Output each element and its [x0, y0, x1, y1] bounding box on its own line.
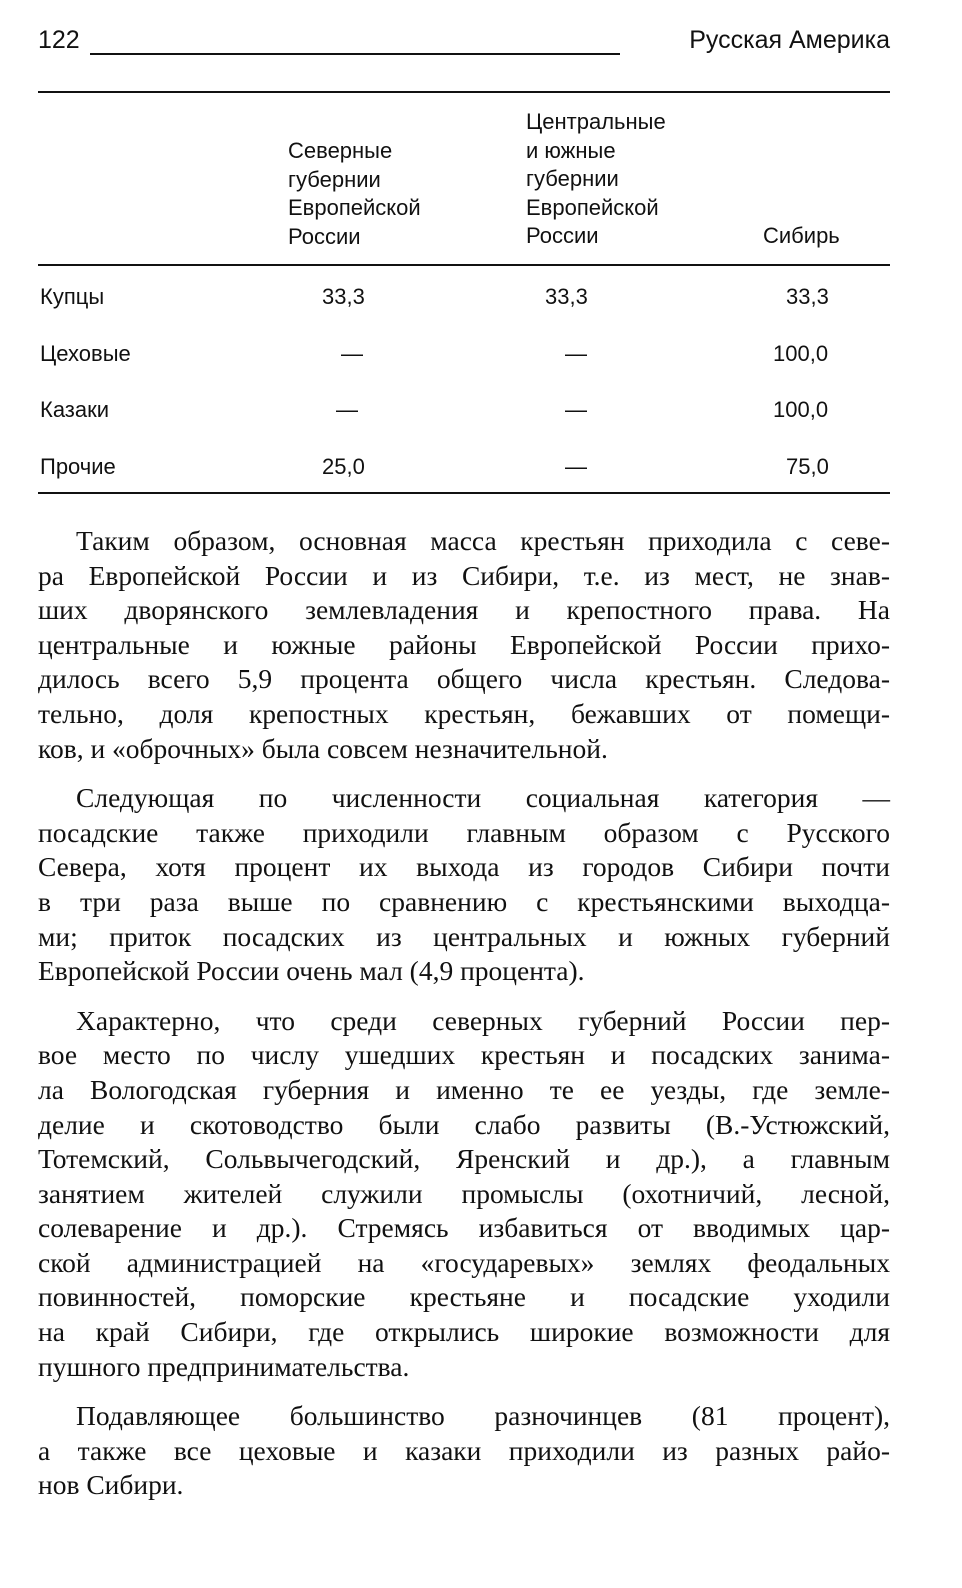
cell-value: 75,0	[786, 454, 829, 479]
text-line: дилось всего 5,9 процента общего числа крестьян. Следова-	[38, 663, 890, 695]
column-header-north	[288, 137, 421, 251]
header-line: Европейской	[288, 195, 421, 220]
header-line: России	[526, 223, 599, 248]
text-line: Следующая по численности социальная категория —	[76, 782, 890, 814]
page-number: 122	[38, 26, 80, 54]
text-line: ков, и «оброчных» была совсем незначительной.	[38, 732, 608, 764]
text-line: Таким образом, основная масса крестьян приходила с севе-	[76, 525, 890, 556]
text-line: Характерно, что среди северных губерний России пер-	[76, 1004, 890, 1036]
text-line: ми; приток посадских из центральных и южных губерний	[38, 920, 890, 952]
text-line: нов Сибири.	[38, 1469, 184, 1501]
text-line: тельно, доля крепостных крестьян, бежавших от помещи-	[38, 697, 890, 729]
text-line: делие и скотоводство были слабо развиты (В.-Устюжский,	[38, 1108, 890, 1140]
text-line: ской администрацией на «государевых» землях феодальных	[38, 1246, 890, 1278]
text-line: занятием жителей служили промыслы (охотничий, лесной,	[38, 1177, 890, 1209]
text-line: вое место по числу ушедших крестьян и посадских занима-	[38, 1039, 890, 1071]
text-line: Европейской России очень мал (4,9 процента).	[38, 955, 585, 987]
cell-value: 100,0	[773, 397, 829, 422]
cell-value: —	[565, 341, 587, 366]
header-line: губернии	[526, 166, 619, 191]
text-line: пушного предпринимательства.	[38, 1350, 410, 1382]
row-label: Купцы	[40, 284, 105, 309]
cell-value: 33,3	[786, 284, 829, 309]
text-line: центральные и южные районы Европейской России прихо-	[38, 628, 890, 660]
text-line: ла Вологодская губерния и именно те ее уезды, где земле-	[38, 1073, 890, 1105]
cell-value: 33,3	[322, 284, 365, 309]
text-line: в три раза выше по сравнению с крестьянскими выходца-	[38, 885, 890, 917]
header-line: Центральные	[526, 109, 666, 134]
cell-value: —	[565, 454, 587, 479]
header-line: и южные	[526, 137, 616, 163]
paragraph	[38, 1399, 890, 1503]
text-line: ших дворянского землевладения и крепостного права. На	[38, 594, 890, 626]
paragraph	[38, 781, 890, 989]
header-line: губернии	[288, 166, 381, 192]
text-line: на край Сибири, где открылись широкие возможности для	[38, 1316, 890, 1348]
row-label: Прочие	[40, 454, 116, 479]
data-table	[0, 0, 962, 500]
row-label: Цеховые	[40, 341, 131, 366]
text-line: повинностей, поморские крестьяне и посадские уходили	[38, 1281, 890, 1313]
body-text	[38, 524, 890, 1518]
header-line: Европейской	[526, 194, 659, 220]
text-line: Севера, хотя процент их выхода из городов Сибири почти	[38, 851, 890, 883]
header-line: России	[288, 223, 361, 249]
text-line: солеварение и др.). Стремясь избавиться от вводимых цар-	[38, 1212, 890, 1244]
row-label: Казаки	[40, 397, 110, 422]
column-header-siberia	[763, 222, 840, 251]
header-line: Северные	[288, 138, 393, 163]
text-line: Подавляющее большинство разночинцев (81 процент),	[76, 1400, 890, 1432]
text-line: ра Европейской России и из Сибири, т.е. из мест, не знав-	[38, 559, 890, 591]
header-line: Сибирь	[763, 223, 840, 248]
text-line: посадские также приходили главным образом с Русского	[38, 816, 890, 848]
cell-value: 33,3	[545, 284, 588, 309]
cell-value: —	[565, 397, 587, 422]
paragraph	[38, 524, 890, 766]
paragraph	[38, 1004, 890, 1385]
running-title: Русская Америка	[689, 26, 890, 54]
text-line: Тотемский, Сольвычегодский, Яренский и др.), а главным	[38, 1143, 890, 1175]
cell-value: 25,0	[322, 454, 365, 479]
column-header-central-south	[526, 108, 666, 251]
cell-value: —	[336, 397, 358, 422]
text-line: а также все цеховые и казаки приходили из разных райо-	[38, 1434, 890, 1466]
cell-value: 100,0	[773, 341, 829, 366]
cell-value: —	[341, 341, 363, 366]
